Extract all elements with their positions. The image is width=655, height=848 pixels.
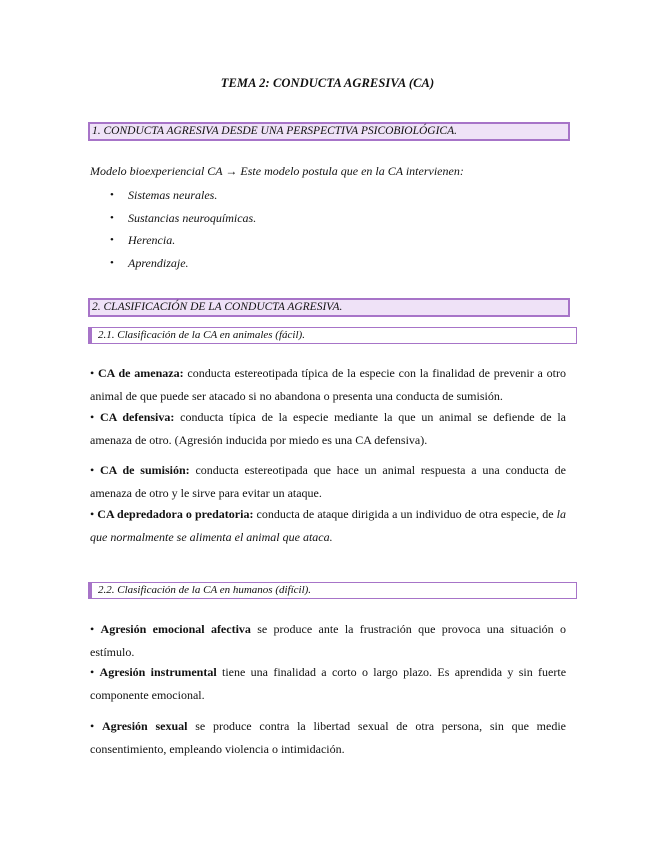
section-2-heading: 2. CLASIFICACIÓN DE LA CONDUCTA AGRESIVA.: [88, 298, 570, 317]
definition: se produce contra la libertad sexual de otra persona, sin que medie consentimiento, empleando violencia o intimidación.: [90, 719, 566, 756]
term: CA depredadora o predatoria:: [97, 507, 254, 521]
definition: conducta típica de la especie mediante la que un animal se defiende de la amenaza de otro. (Agresión inducida por miedo es una CA defensiva).: [90, 410, 566, 447]
term: CA de amenaza:: [98, 366, 184, 380]
list-item-text: Herencia.: [128, 233, 176, 247]
bullet-icon: •: [110, 189, 114, 201]
list-item: [110, 184, 256, 207]
animal-ca-sumision: [90, 459, 566, 505]
definition: se produce ante la frustración que provoca una situación o estímulo.: [90, 622, 567, 659]
bullet-text: •: [90, 410, 100, 424]
animal-ca-defensiva: [90, 406, 566, 452]
human-agresion-emocional: [90, 618, 566, 664]
model-intro-lead: Modelo bioexperiencial CA: [90, 164, 223, 178]
human-agresion-instrumental: [90, 661, 566, 707]
definition: conducta de ataque dirigida a un individuo de otra especie, de: [253, 507, 554, 521]
definition: conducta estereotipada típica de la especie con la finalidad de prevenir a otro animal de que puede ser atacado si no abandona o presenta una conducta de sumisión.: [90, 366, 566, 403]
term: Agresión instrumental: [99, 665, 217, 679]
definition-italic: la que normalmente se alimenta el animal que ataca.: [90, 507, 567, 544]
bullet-text: •: [90, 507, 98, 521]
human-agresion-sexual: [90, 715, 566, 761]
list-item-text: Aprendizaje.: [128, 255, 189, 270]
term: CA defensiva:: [99, 410, 175, 424]
subsection-2-2-heading: 2.2. Clasificación de la CA en humanos (difícil).: [88, 582, 577, 599]
document-title: TEMA 2: CONDUCTA AGRESIVA (CA): [220, 76, 435, 90]
list-item-text: Sistemas neurales.: [128, 188, 218, 202]
list-item: [110, 252, 256, 275]
definition: tiene una finalidad a corto o largo plazo. Es aprendida y sin fuerte componente emocional.: [90, 665, 567, 702]
term: Agresión emocional afectiva: [100, 622, 251, 636]
bullet-text: •: [90, 719, 102, 733]
model-intro-text: Este modelo postula que en la CA intervienen:: [240, 164, 464, 178]
animal-ca-depredadora: [90, 503, 566, 549]
bullet-icon: •: [110, 234, 114, 246]
subsection-2-1-heading: 2.1. Clasificación de la CA en animales (fácil).: [88, 327, 577, 344]
bullet-text: •: [90, 366, 98, 380]
bullet-text: •: [90, 622, 101, 636]
list-item: [110, 207, 256, 230]
term: Agresión sexual: [101, 719, 188, 733]
list-item: [110, 229, 256, 252]
bullet-icon: •: [110, 211, 114, 224]
animal-ca-amenaza: [90, 362, 566, 408]
term: CA de sumisión:: [100, 463, 190, 477]
list-item-text: Sustancias neuroquímicas.: [128, 210, 257, 225]
bullet-text: •: [90, 665, 100, 679]
definition: conducta estereotipada que hace un animal respuesta a una conducta de amenaza de otro y le sirve para evitar un ataque.: [90, 463, 566, 500]
arrow-icon: →: [225, 164, 238, 178]
bullet-text: •: [90, 463, 101, 477]
factors-list: [110, 184, 256, 274]
model-intro: [90, 160, 566, 183]
bullet-icon: •: [110, 256, 114, 269]
section-1-heading: 1. CONDUCTA AGRESIVA DESDE UNA PERSPECTIVA PSICOBIOLÓGICA.: [88, 122, 570, 141]
